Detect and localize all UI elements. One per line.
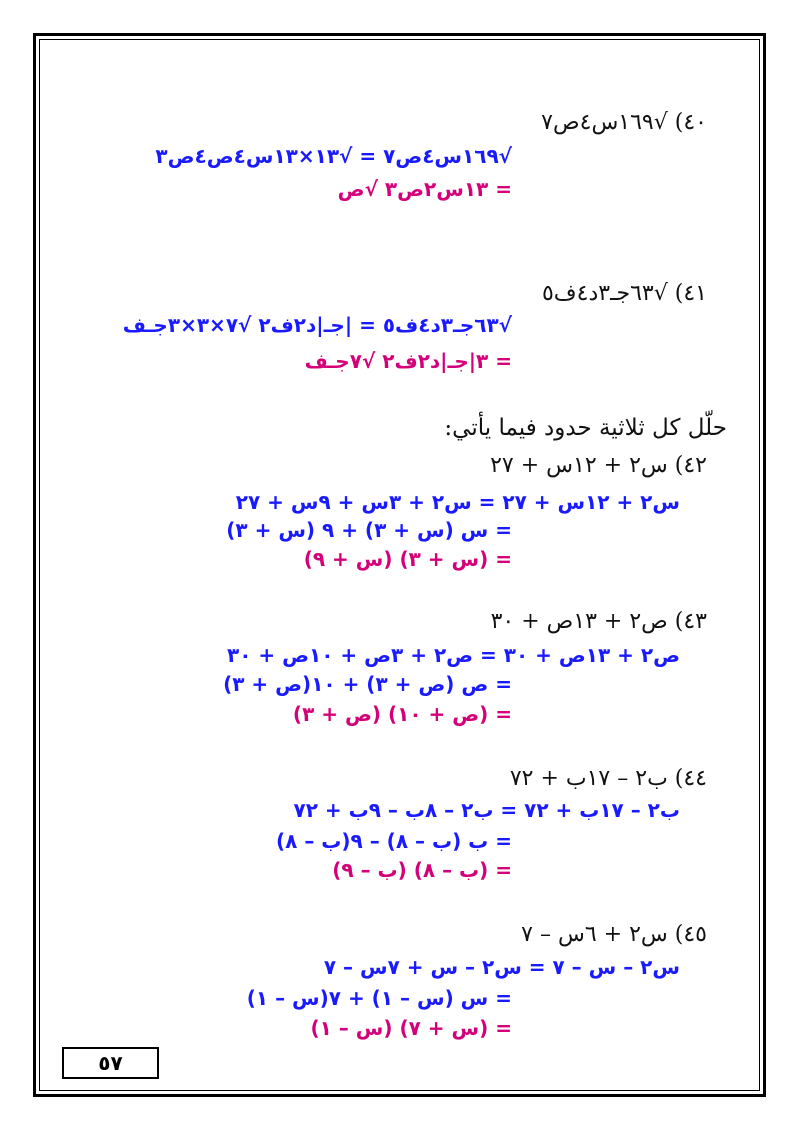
problem-41-answer: = ٣|جـ|د٢ف٢ √٧جـف — [304, 349, 512, 373]
problem-45-work-2: = س (س – ١) + ٧(س – ١) — [246, 986, 512, 1010]
problem-43-work-2: = ص (ص + ٣) + ١٠(ص + ٣) — [223, 672, 512, 696]
problem-41-question: ٤١) √٦٣جـ٣د٤ف٥ — [541, 281, 707, 306]
problem-44-work-2: = ب (ب – ٨) – ٩(ب – ٨) — [276, 829, 512, 853]
problem-42-question: ٤٢) س٢ + ١٢س + ٢٧ — [490, 453, 707, 478]
problem-43-answer: = (ص + ١٠) (ص + ٣) — [292, 702, 512, 726]
problem-42-work-2: = س (س + ٣) + ٩ (س + ٣) — [226, 518, 512, 542]
page-number-box — [62, 1047, 159, 1079]
problem-44-work-1: ب٢ – ١٧ب + ٧٢ = ب٢ – ٨ب – ٩ب + ٧٢ — [293, 798, 680, 822]
problem-43-work-1: ص٢ + ١٣ص + ٣٠ = ص٢ + ٣ص + ١٠ص + ٣٠ — [227, 643, 680, 667]
problem-42-work-1: س٢ + ١٢س + ٢٧ = س٢ + ٣س + ٩س + ٢٧ — [235, 490, 680, 514]
problem-40-question: ٤٠) √١٦٩س٤ص٧ — [541, 110, 707, 135]
problem-41-work: √٦٣جـ٣د٤ف٥ = |جـ|د٢ف٢ √٧×٣×٣جـف — [122, 313, 512, 337]
problem-45-work-1: س٢ – س – ٧ = س٢ – س + ٧س – ٧ — [323, 955, 680, 979]
problem-40-work: √١٦٩س٤ص٧ = √١٣×١٣س٤ص٤ص٣ — [155, 144, 512, 168]
problem-44-answer: = (ب – ٨) (ب – ٩) — [332, 858, 512, 882]
problem-40-answer: = ١٣س٢ص٣ √ص — [337, 177, 512, 201]
problem-45-question: ٤٥) س٢ + ٦س – ٧ — [521, 922, 707, 947]
section-heading: حلّل كل ثلاثية حدود فيما يأتي: — [444, 415, 727, 441]
problem-45-answer: = (س + ٧) (س – ١) — [310, 1016, 512, 1040]
problem-44-question: ٤٤) ب٢ – ١٧ب + ٧٢ — [509, 766, 707, 791]
page-number: ٥٧ — [98, 1051, 123, 1075]
problem-42-answer: = (س + ٣) (س + ٩) — [303, 547, 512, 571]
problem-43-question: ٤٣) ص٢ + ١٣ص + ٣٠ — [490, 609, 707, 634]
